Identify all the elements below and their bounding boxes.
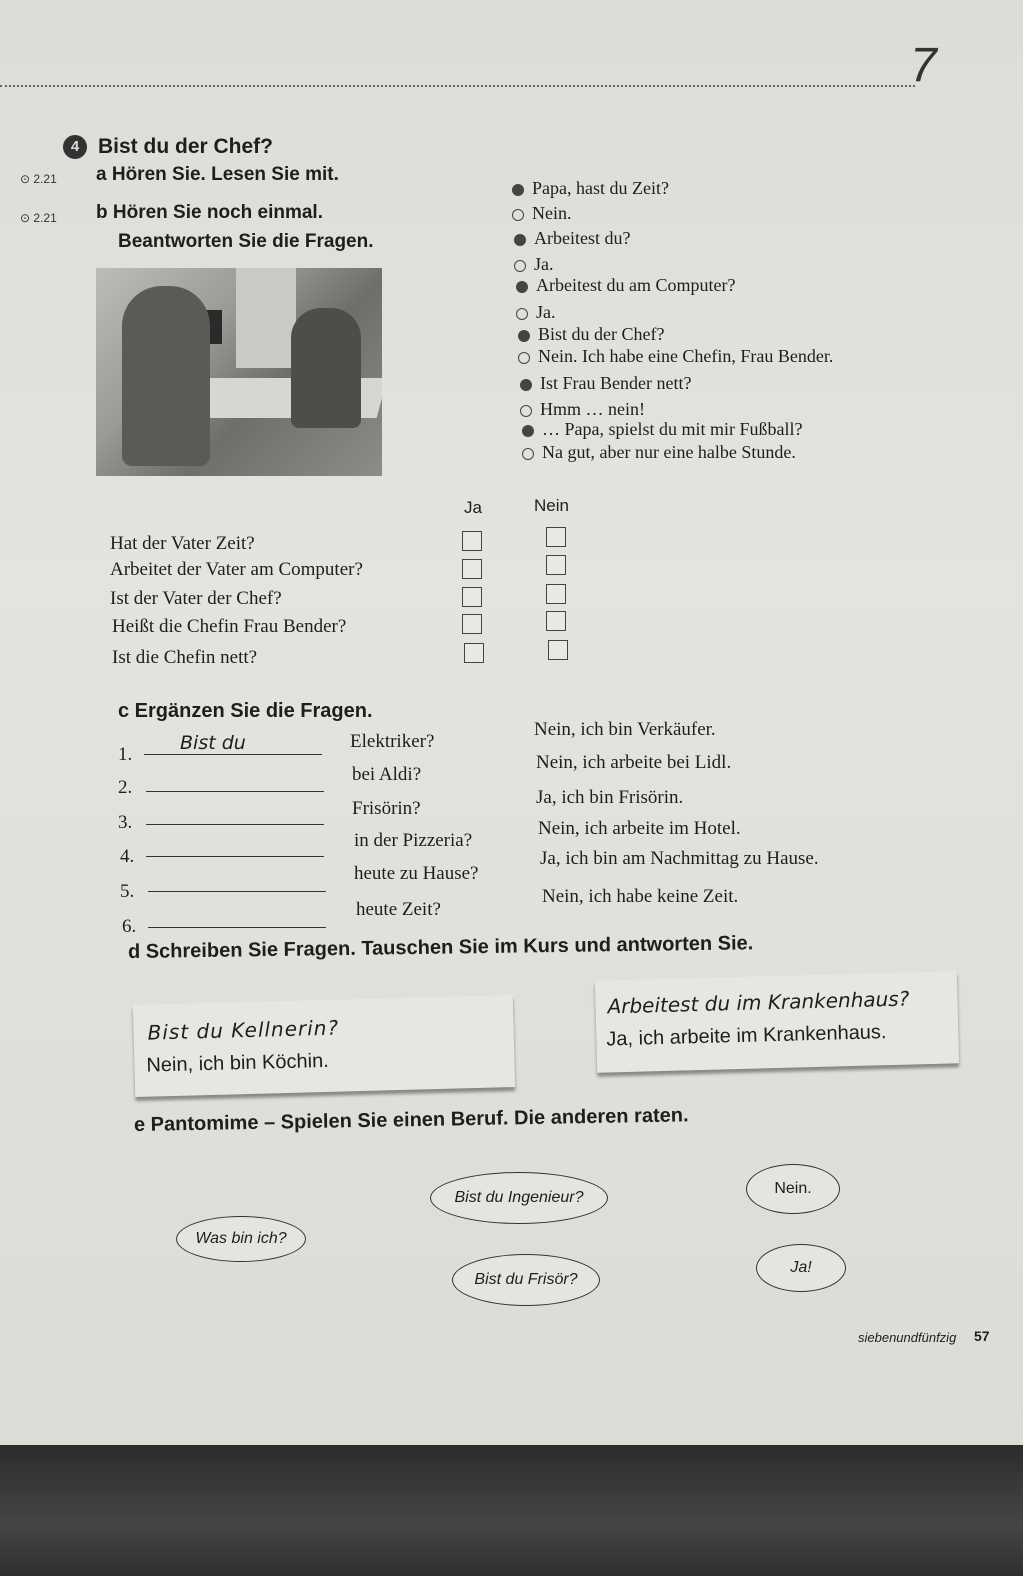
note-left [133, 995, 515, 1097]
exercise-number: 4 [63, 135, 87, 159]
table-question: Ist die Chefin nett? [112, 647, 258, 668]
checkbox-ja-4[interactable] [462, 614, 482, 634]
bubble-ja: Ja! [756, 1244, 846, 1292]
fill-question-rest: heute zu Hause? [354, 863, 479, 884]
checkbox-nein-5[interactable] [548, 640, 568, 660]
note-left-question: Bist du Kellnerin? [147, 1015, 340, 1045]
dialogue-line: Arbeitest du? [514, 228, 630, 249]
checkbox-nein-2[interactable] [546, 555, 566, 575]
checkbox-ja-2[interactable] [462, 559, 482, 579]
column-nein: Nein [534, 496, 569, 515]
speaker-filled-icon [514, 234, 526, 246]
dialogue-line: Bist du der Chef? [518, 324, 664, 345]
bubble-was-bin-ich: Was bin ich? [176, 1216, 306, 1262]
speaker-open-icon [518, 352, 530, 364]
fill-reply: Nein, ich arbeite bei Lidl. [536, 752, 732, 773]
speaker-open-icon [514, 260, 526, 272]
fill-reply: Nein, ich arbeite im Hotel. [538, 818, 741, 839]
fill-question-rest: in der Pizzeria? [354, 830, 473, 851]
table-question: Arbeitet der Vater am Computer? [110, 559, 363, 580]
fill-blank[interactable] [146, 791, 324, 792]
dialogue-line: … Papa, spielst du mit mir Fußball? [522, 419, 802, 440]
note-left-answer: Nein, ich bin Köchin. [146, 1049, 330, 1077]
dialogue-line: Arbeitest du am Computer? [516, 275, 735, 296]
fill-number: 4. [120, 846, 135, 867]
speaker-filled-icon [518, 330, 530, 342]
checkbox-nein-3[interactable] [546, 584, 566, 604]
note-right [595, 971, 959, 1072]
fill-question-rest: Elektriker? [350, 731, 435, 752]
bubble-ingenieur: Bist du Ingenieur? [430, 1172, 608, 1224]
fill-blank[interactable] [146, 824, 324, 825]
checkbox-ja-1[interactable] [462, 531, 482, 551]
fill-question-rest: Frisörin? [352, 798, 421, 819]
office-photo [96, 268, 382, 476]
chapter-number: 7 [910, 39, 937, 92]
column-ja: Ja [464, 498, 482, 517]
dialogue-line: Papa, hast du Zeit? [512, 178, 669, 199]
audio-track-a-label: 2.21 [33, 172, 57, 186]
fill-number: 3. [118, 812, 133, 833]
speaker-filled-icon [516, 281, 528, 293]
note-right-question: Arbeitest du im Krankenhaus? [607, 986, 910, 1019]
fill-number: 2. [118, 777, 133, 798]
checkbox-ja-3[interactable] [462, 587, 482, 607]
checkbox-ja-5[interactable] [464, 643, 484, 663]
page-number-word: siebenundfünfzig [858, 1330, 957, 1345]
dialogue-line: Nein. Ich habe eine Chefin, Frau Bender. [518, 346, 833, 367]
fill-number: 1. [118, 744, 133, 765]
dialogue-line: Nein. [512, 203, 572, 224]
exercise-title: Bist du der Chef? [98, 135, 274, 158]
background-surface [0, 1445, 1023, 1576]
fill-question-rest: bei Aldi? [352, 764, 422, 785]
task-b: b Hören Sie noch einmal. [96, 202, 323, 223]
bubble-frisoer: Bist du Frisör? [452, 1254, 600, 1306]
task-e: e Pantomime – Spielen Sie einen Beruf. Die anderen raten. [133, 1104, 689, 1136]
fill-blank[interactable] [144, 754, 322, 755]
fill-reply: Ja, ich bin Frisörin. [536, 787, 684, 808]
speaker-open-icon [516, 308, 528, 320]
speaker-open-icon [522, 448, 534, 460]
page-number: 57 [974, 1328, 990, 1344]
fill-blank[interactable] [148, 927, 326, 928]
dialogue-line: Ja. [516, 302, 556, 323]
fill-question-rest: heute Zeit? [356, 899, 441, 920]
bubble-nein: Nein. [746, 1164, 840, 1214]
audio-track-a: ⊙ 2.21 [20, 172, 57, 186]
table-question: Heißt die Chefin Frau Bender? [112, 616, 347, 637]
dialogue-line: Ja. [514, 254, 554, 275]
dialogue-line: Hmm … nein! [520, 399, 645, 420]
dialogue-line: Ist Frau Bender nett? [520, 373, 691, 394]
task-d: d Schreiben Sie Fragen. Tauschen Sie im Kurs und antworten Sie. [127, 932, 754, 963]
checkbox-nein-4[interactable] [546, 611, 566, 631]
table-question: Hat der Vater Zeit? [110, 533, 255, 554]
fill-number: 6. [122, 916, 137, 937]
fill-reply: Nein, ich bin Verkäufer. [534, 719, 716, 740]
speaker-open-icon [520, 405, 532, 417]
audio-track-b-label: 2.21 [33, 211, 57, 225]
fill-blank[interactable] [146, 856, 324, 857]
speaker-filled-icon [520, 379, 532, 391]
fill-number: 5. [120, 881, 135, 902]
fill-reply: Ja, ich bin am Nachmittag zu Hause. [540, 848, 819, 869]
speaker-filled-icon [522, 425, 534, 437]
audio-track-b: ⊙ 2.21 [20, 211, 57, 225]
fill-blank[interactable] [148, 891, 326, 892]
header-dotted-line [0, 85, 915, 87]
speaker-filled-icon [512, 184, 524, 196]
dialogue-line: Na gut, aber nur eine halbe Stunde. [522, 442, 796, 463]
task-a: a Hören Sie. Lesen Sie mit. [96, 164, 339, 185]
fill-answer: Bist du [180, 732, 246, 754]
fill-reply: Nein, ich habe keine Zeit. [542, 886, 739, 907]
checkbox-nein-1[interactable] [546, 527, 566, 547]
table-question: Ist der Vater der Chef? [110, 588, 282, 609]
note-right-answer: Ja, ich arbeite im Krankenhaus. [606, 1021, 887, 1051]
speaker-open-icon [512, 209, 524, 221]
task-c: c Ergänzen Sie die Fragen. [118, 700, 373, 722]
task-b-line2: Beantworten Sie die Fragen. [118, 231, 374, 252]
